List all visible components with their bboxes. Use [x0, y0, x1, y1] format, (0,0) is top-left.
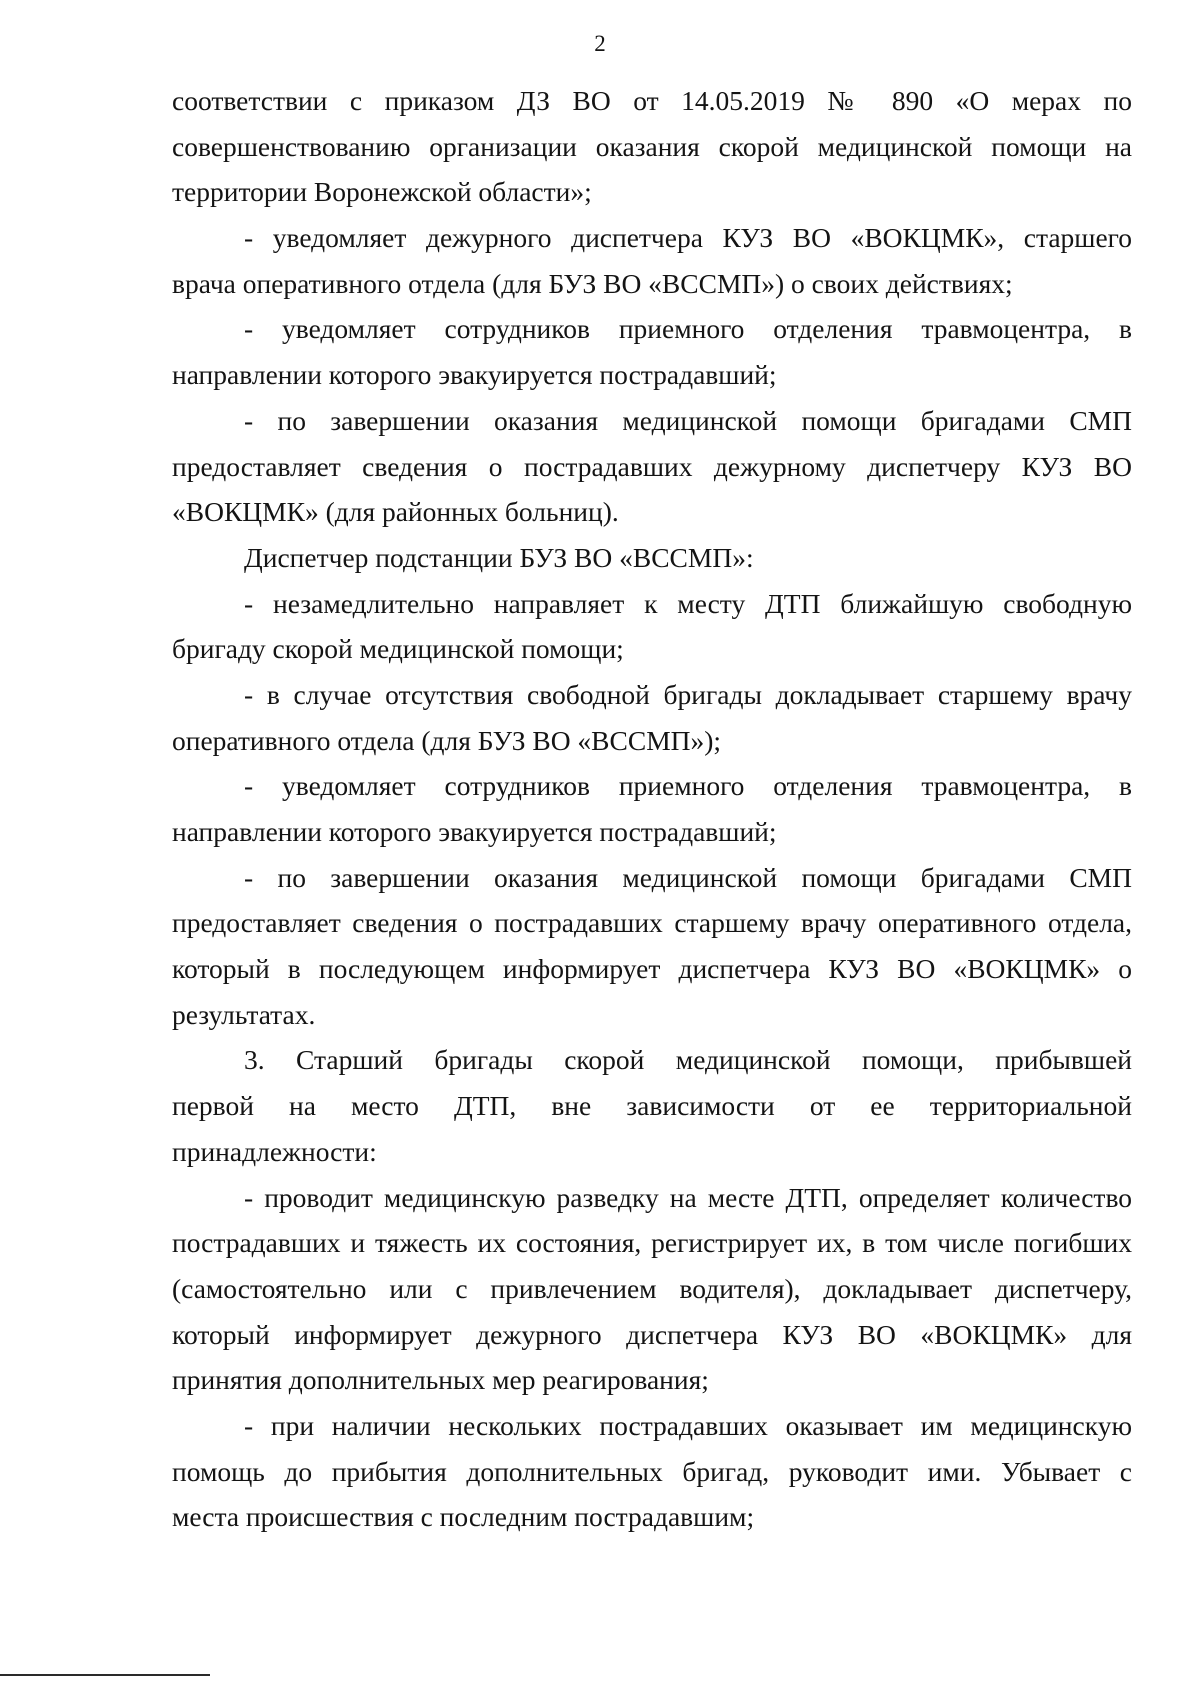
- text-line: который информирует дежурного диспетчера КУЗ ВО «ВОКЦМК» для: [172, 1318, 1132, 1350]
- text-line: - проводит медицинскую разведку на месте ДТП, определяет количество: [244, 1181, 1132, 1213]
- text-line: - уведомляет дежурного диспетчера КУЗ ВО «ВОКЦМК», старшего: [244, 222, 1132, 254]
- text-line: - уведомляет сотрудников приемного отделения травмоцентра, в: [244, 313, 1132, 345]
- text-line: принятия дополнительных мер реагирования;: [172, 1364, 709, 1396]
- text-line: - уведомляет сотрудников приемного отделения травмоцентра, в: [244, 770, 1132, 802]
- text-line: места происшествия с последним пострадавшим;: [172, 1501, 755, 1533]
- text-line: - незамедлительно направляет к месту ДТП ближайшую свободную: [244, 587, 1132, 619]
- text-line: помощь до прибытия дополнительных бригад, руководит ими. Убывает с: [172, 1455, 1132, 1487]
- text-line: Диспетчер подстанции БУЗ ВО «ВССМП»:: [244, 541, 754, 573]
- text-line: пострадавших и тяжесть их состояния, регистрирует их, в том числе погибших: [172, 1227, 1132, 1259]
- page-number: 2: [594, 31, 606, 56]
- text-line: - в случае отсутствия свободной бригады докладывает старшему врачу: [244, 678, 1132, 710]
- text-line: первой на место ДТП, вне зависимости от ее территориальной: [172, 1090, 1132, 1122]
- text-line: 3. Старший бригады скорой медицинской помощи, прибывшей: [244, 1044, 1132, 1076]
- text-line: предоставляет сведения о пострадавших дежурному диспетчеру КУЗ ВО: [172, 450, 1132, 482]
- text-line: - по завершении оказания медицинской помощи бригадами СМП: [244, 861, 1132, 893]
- text-line: «ВОКЦМК» (для районных больниц).: [172, 496, 619, 528]
- text-line: - по завершении оказания медицинской помощи бригадами СМП: [244, 404, 1132, 436]
- text-line: - при наличии нескольких пострадавших оказывает им медицинскую: [244, 1409, 1132, 1441]
- text-line: бригаду скорой медицинской помощи;: [172, 633, 624, 665]
- text-line: совершенствованию организации оказания скорой медицинской помощи на: [172, 130, 1132, 162]
- text-line: врача оперативного отдела (для БУЗ ВО «ВССМП») о своих действиях;: [172, 267, 1013, 299]
- footnote-divider: [0, 1674, 210, 1676]
- document-body: [172, 78, 1132, 1540]
- text-line: оперативного отдела (для БУЗ ВО «ВССМП»);: [172, 724, 722, 756]
- text-line: (самостоятельно или с привлечением водителя), докладывает диспетчеру,: [172, 1272, 1132, 1304]
- text-line: результатах.: [172, 998, 316, 1030]
- text-line: территории Воронежской области»;: [172, 176, 592, 208]
- text-line: предоставляет сведения о пострадавших старшему врачу оперативного отдела,: [172, 907, 1132, 939]
- text-line: направлении которого эвакуируется пострадавший;: [172, 359, 777, 391]
- text-line: соответствии с приказом ДЗ ВО от 14.05.2019 № 890 «О мерах по: [172, 85, 1132, 116]
- text-line: направлении которого эвакуируется пострадавший;: [172, 816, 777, 847]
- text-line: который в последующем информирует диспетчера КУЗ ВО «ВОКЦМК» о: [172, 953, 1132, 985]
- text-line: принадлежности:: [172, 1135, 377, 1167]
